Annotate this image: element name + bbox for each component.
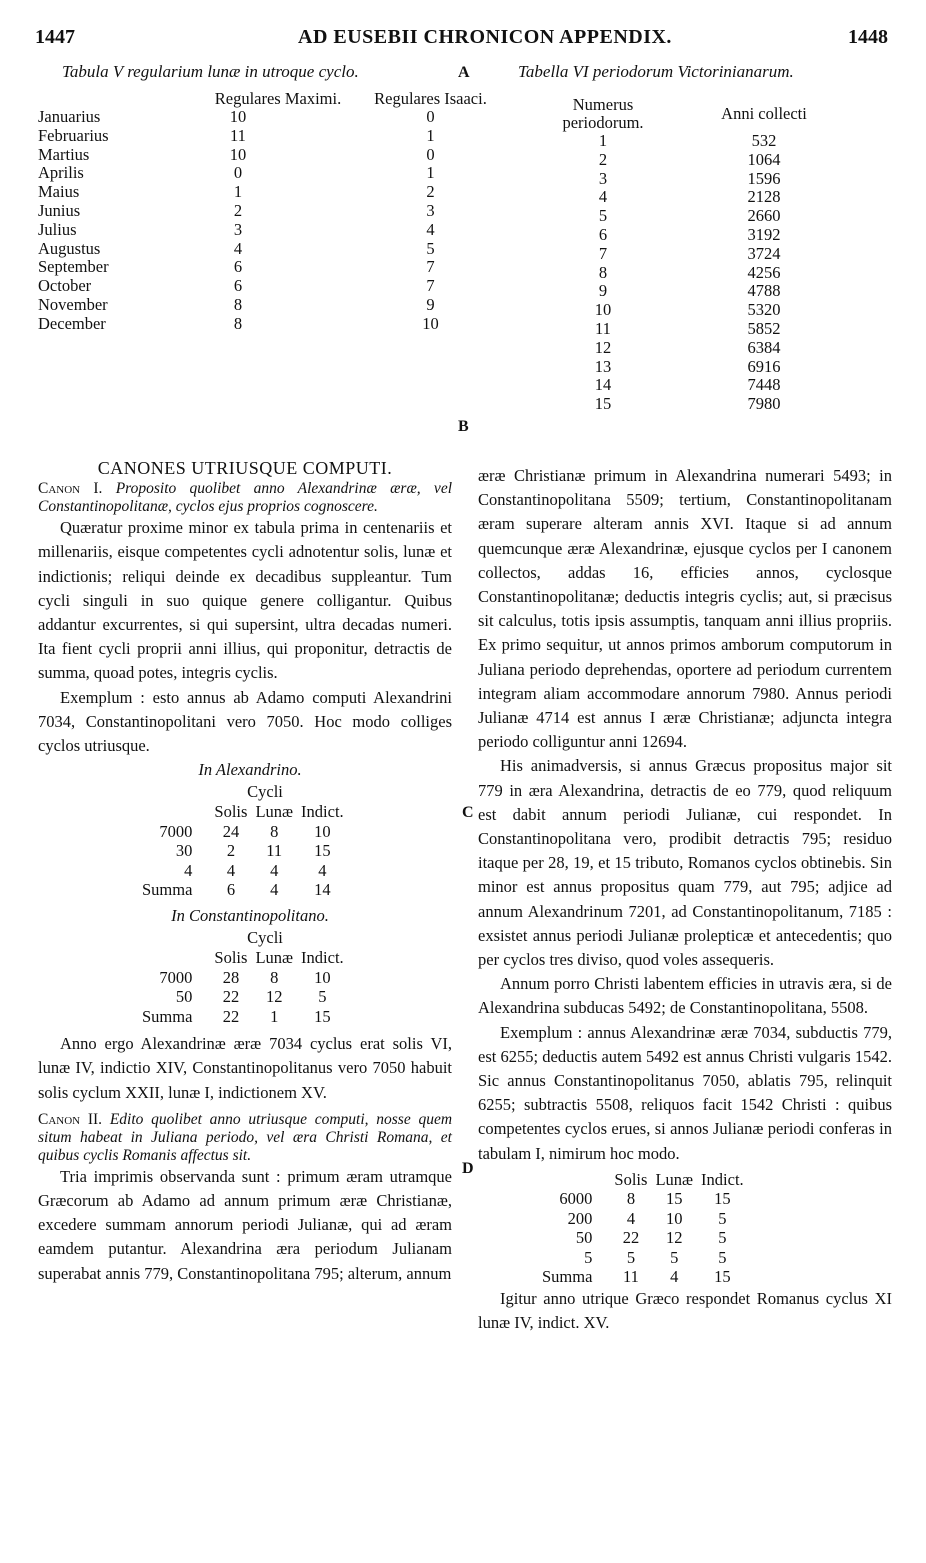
table5-row	[38, 296, 493, 315]
example-1-row-label: Summa	[142, 880, 193, 900]
right-paragraph-1: æræ Christianæ primum in Alexandrina numerari 5493; in Constantinopolitana 5509; tertium, Constantinopolitanam æram superare alteram annis XVI. Itaque si ad annum quemcunque æræ Alexandrinæ, ejusque cyclos per I canonem collectos, addas 16, efficies annos, cyclosque Constantinopolitanæ; deductis integris cyclis; aut, si præcisus sit calculus, totis ipsis assumptis, tanquam anni illius propriis. Ex primo sequitur, ut annos primos amborum computorum in Juliana periodo deprehendas, oportere ad periodum currentem integram aliam accommodare annorum 7980. Annus periodi Julianæ 4714 est annus I æræ Christianæ; adjuncta integra periodo colliguntur anni 12694.	[478, 466, 892, 752]
period-number-cell: 5	[598, 206, 608, 226]
example-1-cell: 14	[314, 880, 331, 900]
table5	[38, 90, 493, 334]
example-2-cell: 8	[270, 967, 279, 987]
period-number-cell: 2	[598, 149, 608, 169]
example-2-row	[138, 1007, 348, 1027]
example-3-cell: 10	[666, 1208, 683, 1228]
example-3-row	[538, 1209, 748, 1229]
years-collected-cell: 3192	[747, 224, 781, 244]
example-1-cell: 15	[314, 841, 331, 861]
regular-isaaci-cell: 1	[426, 163, 435, 183]
table5-caption: Tabula V regularium lunæ in utroque cyclo.	[62, 62, 359, 81]
example-1-cell: 8	[270, 821, 279, 841]
right-column	[478, 464, 892, 1335]
canon-2-paragraph-1: Tria imprimis observanda sunt : primum æram utramque Græcorum ab Adamo ad annum primum æræ Christianæ, excedere summam annorum periodi Julianæ, qui ad æram eamdem putantur. Alexandrina æra periodum Julianam superabat annis 779, Constantinopolitana 795; alterum, annum	[38, 1166, 452, 1283]
regular-isaaci-cell: 0	[426, 107, 435, 126]
regular-isaaci-cell: 10	[422, 313, 439, 333]
example-3-row	[538, 1248, 748, 1268]
example-1-cell: 4	[226, 860, 236, 880]
example-2-cell: 15	[314, 1006, 331, 1026]
regular-maximi-cell: 1	[233, 182, 243, 202]
table5-row	[38, 315, 493, 334]
example-1-cell: 24	[222, 821, 240, 841]
example-2-column-header: Solis	[214, 948, 248, 968]
years-collected-cell: 532	[751, 131, 777, 150]
example-3-cell: 5	[670, 1247, 679, 1267]
regular-maximi-cell: 8	[233, 313, 243, 333]
month-cell: Martius	[38, 144, 90, 164]
margin-letter-d: D	[462, 1160, 474, 1177]
table5-row	[38, 240, 493, 259]
example-2-corner	[138, 948, 210, 968]
regular-maximi-cell: 10	[229, 144, 247, 164]
example-1-row	[138, 822, 348, 842]
years-collected-cell: 6916	[747, 356, 781, 376]
right-paragraph-5: Igitur anno utrique Græco respondet Romanus cyclus XI lunæ IV, indict. XV.	[478, 1288, 892, 1333]
example-1-row	[138, 861, 348, 881]
example-3-cell: 5	[718, 1208, 727, 1228]
table6-row	[548, 395, 830, 414]
example-3-header-row	[538, 1170, 748, 1190]
regular-isaaci-cell: 5	[426, 238, 435, 258]
example-3-row-label: 6000	[559, 1189, 593, 1209]
regular-isaaci-cell: 7	[426, 276, 435, 296]
years-collected-cell: 4788	[747, 281, 781, 301]
table5-row	[38, 108, 493, 127]
regular-isaaci-cell: 0	[426, 144, 435, 164]
example-3-column-header: Solis	[614, 1169, 648, 1189]
years-collected-cell: 6384	[747, 337, 781, 357]
table6-row	[548, 226, 830, 245]
month-cell: Januarius	[38, 107, 101, 126]
period-number-cell: 10	[594, 300, 612, 320]
example-2-cell: 22	[222, 1006, 240, 1026]
month-cell: Aprilis	[38, 163, 84, 183]
regular-isaaci-cell: 3	[426, 200, 435, 220]
regular-isaaci-cell: 2	[426, 182, 435, 202]
month-cell: Februarius	[38, 125, 109, 145]
period-number-cell: 13	[594, 356, 612, 376]
regular-isaaci-cell: 9	[426, 294, 435, 314]
example-2-cycli: Cycli	[247, 928, 283, 948]
period-number-cell: 14	[594, 375, 612, 395]
years-collected-cell: 2660	[747, 206, 781, 226]
period-number-cell: 12	[594, 337, 612, 357]
years-collected-cell: 3724	[747, 243, 781, 263]
example-1-cell: 4	[270, 860, 279, 880]
example-1-row-label: 7000	[159, 821, 193, 841]
canon-1-paragraph-1: Quæratur proxime minor ex tabula prima in centenariis et millenariis, eisque competentes cycli adnotentur solis, lunæ et indictionis; reliqui deinde ex decadibus suppleantur. Tum cycli singuli in suo quique genere colligantur. Quibus addantur excurrentes, si qui supersint, ultra decadas numeri. Ita fient cycli proprii anni illius, qui proponitur, detractis de summa, quoad potes, integris cyclis.	[38, 518, 452, 683]
left-column	[38, 456, 452, 1286]
period-number-cell: 1	[598, 131, 608, 150]
table5-col2-header: Regulares Isaaci.	[374, 89, 487, 108]
years-collected-cell: 1064	[747, 149, 781, 169]
month-cell: Maius	[38, 182, 80, 202]
canon-1-paragraph-3: Anno ergo Alexandrinæ æræ 7034 cyclus erat solis VI, lunæ IV, indictio XIV, Constantinopolitanus vero 7050 habuit solis cyclum XXII, lunæ I, indictionem XV.	[38, 1034, 452, 1102]
example-3-column-header: Lunæ	[655, 1169, 694, 1189]
canon-1-paragraph-2: Exemplum : esto annus ab Adamo computi Alexandrini 7034, Constantinopolitani vero 7050. Hoc modo colliges cyclos utriusque.	[38, 687, 452, 756]
example-1-column-header: Indict.	[301, 802, 344, 822]
example-3-cell: 12	[666, 1228, 683, 1248]
example-1-cell: 11	[266, 841, 283, 861]
years-collected-cell: 5320	[747, 300, 781, 320]
regular-maximi-cell: 2	[233, 200, 243, 220]
table6-row	[548, 301, 830, 320]
years-collected-cell: 5852	[747, 318, 781, 338]
example-1-row	[138, 880, 348, 900]
table5-col1-header: Regulares Maximi.	[214, 89, 342, 108]
regular-isaaci-cell: 7	[426, 257, 435, 277]
regular-isaaci-cell: 1	[426, 125, 435, 145]
example-1-column-header: Lunæ	[255, 802, 294, 822]
page-number-right: 1448	[848, 26, 888, 48]
regular-maximi-cell: 10	[229, 107, 247, 126]
table6-col2-header: Anni collecti	[721, 104, 807, 123]
example-2-cell: 5	[318, 987, 327, 1007]
example-3-cell: 8	[626, 1189, 636, 1209]
table6-caption: Tabella VI periodorum Victorinianarum.	[518, 62, 794, 81]
years-collected-cell: 7980	[747, 394, 781, 414]
regular-maximi-cell: 11	[230, 125, 246, 145]
example-2-cell: 10	[314, 967, 331, 987]
canons-heading: CANONES UTRIUSQUE COMPUTI.	[97, 458, 393, 478]
example-1-table	[138, 802, 348, 900]
regular-maximi-cell: 6	[233, 276, 243, 296]
canon-2-heading	[38, 1111, 452, 1165]
month-cell: Augustus	[38, 238, 101, 258]
example-3-row-label: Summa	[542, 1267, 593, 1287]
regular-isaaci-cell: 4	[426, 219, 435, 239]
example-3-cell: 15	[714, 1267, 731, 1287]
example-1-cell: 4	[318, 860, 327, 880]
table6-row	[548, 264, 830, 283]
margin-letter-c: C	[462, 804, 474, 821]
period-number-cell: 6	[598, 224, 608, 244]
example-3-row-label: 200	[567, 1208, 593, 1228]
example-1-cell: 4	[270, 880, 279, 900]
example-2-title: In Constantinopolitano.	[171, 905, 329, 925]
table6-row	[548, 188, 830, 207]
table5-row	[38, 127, 493, 146]
table5-row	[38, 146, 493, 165]
table6-row	[548, 320, 830, 339]
example-1-cell: 10	[314, 821, 331, 841]
example-2-row	[138, 968, 348, 988]
example-3-corner	[538, 1170, 610, 1190]
table6-row	[548, 170, 830, 189]
table6	[548, 96, 830, 414]
period-number-cell: 3	[598, 168, 608, 188]
margin-letter-b: B	[458, 418, 469, 435]
canon-1-heading	[38, 480, 452, 516]
table5-row	[38, 221, 493, 240]
example-1-row-label: 30	[175, 841, 193, 861]
table6-row	[548, 245, 830, 264]
example-3-cell: 5	[718, 1228, 727, 1248]
example-3-column-header: Indict.	[701, 1169, 744, 1189]
period-number-cell: 9	[598, 281, 608, 301]
years-collected-cell: 2128	[747, 187, 781, 207]
example-3-cell: 4	[670, 1267, 679, 1287]
month-cell: Julius	[38, 219, 77, 239]
table6-row	[548, 358, 830, 377]
regular-maximi-cell: 8	[233, 294, 243, 314]
canon-2-title: Edito quolibet anno utriusque computi, nosse quem situm habeat in Juliana periodo, vel æra Christi Romana, et quibus cyclis Romanis affectus sit.	[38, 1110, 453, 1164]
right-paragraph-3: Annum porro Christi labentem efficies in utravis æra, si de Alexandrina subducas 5492; de Constantinopolitana, 5508.	[478, 974, 892, 1018]
table5-row	[38, 202, 493, 221]
example-1-row	[138, 841, 348, 861]
period-number-cell: 15	[594, 394, 612, 414]
example-2-header-row	[138, 948, 348, 968]
month-cell: September	[38, 257, 109, 277]
example-2-column-header: Lunæ	[255, 948, 294, 968]
years-collected-cell: 4256	[747, 262, 781, 282]
regular-maximi-cell: 4	[233, 238, 243, 258]
month-cell: November	[38, 294, 108, 314]
table6-row	[548, 132, 830, 151]
margin-letter-a: A	[458, 64, 470, 81]
example-1-cell: 6	[226, 880, 236, 900]
example-1-row-label: 4	[184, 860, 193, 880]
canon-1-title: Proposito quolibet anno Alexandrinæ æræ, vel Constantinopolitanæ, cyclos ejus proprios cognoscere.	[38, 480, 453, 516]
example-1-cycli: Cycli	[247, 782, 283, 802]
period-number-cell: 7	[598, 243, 608, 263]
example-2-table	[138, 948, 348, 1026]
example-1-corner	[138, 802, 210, 822]
example-3-cell: 22	[622, 1228, 640, 1248]
canon-1-label: Canon I.	[38, 480, 103, 498]
example-3-row	[538, 1189, 748, 1209]
table5-row	[38, 258, 493, 277]
example-1-title: In Alexandrino.	[198, 760, 302, 780]
example-1-column-header: Solis	[214, 802, 248, 822]
period-number-cell: 4	[598, 187, 608, 207]
month-cell: Junius	[38, 200, 81, 220]
example-1-cell: 2	[226, 841, 236, 861]
years-collected-cell: 1596	[747, 168, 781, 188]
right-paragraph-4: Exemplum : annus Alexandrinæ æræ 7034, subductis 779, est 6255; deductis autem 5492 est annus Christi vulgaris 1542. Sic annus Constantinopolitanus 7050, ablatis 795, relinquit 6255; subtractis 5508, reliquos facit 1542 Christi : quibus competentes cyclos erues, si annos Julianæ periodi conferas in tabulam I, nimirum hoc modo.	[478, 1022, 892, 1163]
example-2-cell: 12	[266, 987, 283, 1007]
regular-maximi-cell: 0	[233, 163, 243, 183]
canon-2-label: Canon II.	[38, 1110, 103, 1128]
example-2-cell: 22	[222, 987, 240, 1007]
month-cell: October	[38, 276, 92, 296]
example-3-cell: 15	[666, 1189, 683, 1209]
table5-row	[38, 183, 493, 202]
table6-row	[548, 339, 830, 358]
table6-row	[548, 207, 830, 226]
example-2-cell: 28	[222, 967, 240, 987]
example-3-row-label: 50	[575, 1228, 593, 1248]
example-3-row-label: 5	[584, 1247, 593, 1267]
running-title: AD EUSEBII CHRONICON APPENDIX.	[298, 26, 672, 48]
table6-row	[548, 376, 830, 395]
example-3-cell: 11	[622, 1267, 639, 1287]
example-3-table	[538, 1170, 748, 1287]
example-2-cell: 1	[270, 1006, 279, 1026]
month-cell: December	[38, 313, 106, 333]
example-1-header-row	[138, 802, 348, 822]
example-3-cell: 5	[718, 1247, 727, 1267]
example-3-cell: 5	[626, 1247, 636, 1267]
table6-row	[548, 151, 830, 170]
years-collected-cell: 7448	[747, 375, 781, 395]
table6-col1-header: Numerus periodorum.	[562, 95, 644, 132]
example-2-row-label: 50	[175, 987, 193, 1007]
table5-row	[38, 164, 493, 183]
page-number-left: 1447	[35, 26, 75, 48]
example-2-row	[138, 987, 348, 1007]
right-paragraph-2: His animadversis, si annus Græcus propositus major sit 779 in æra Alexandrina, detractis de eo 779, quod reliquum est dabit annum periodi Julianæ, cui respondet. In Constantinopolitana vero, prodibit detractis 795; residuo itaque per 28, 19, et 15 tributo, Romanos cyclos obtinebis. Sin minor est annus propositus quam 779, aut 795; adjice ad annum Alexandrinum 7201, ad Constantinopolitanum, 7185 : exsistet annus periodi Julianæ prolepticæ et antecedentis; quo per cyclos tres diviso, quod voles assequeris.	[478, 756, 892, 970]
table5-row	[38, 277, 493, 296]
table6-row	[548, 282, 830, 301]
example-3-row	[538, 1228, 748, 1248]
example-3-cell: 4	[626, 1208, 636, 1228]
period-number-cell: 11	[595, 318, 611, 338]
example-3-row	[538, 1267, 748, 1287]
example-3-cell: 15	[714, 1189, 731, 1209]
example-2-column-header: Indict.	[301, 948, 344, 968]
example-2-row-label: 7000	[159, 967, 193, 987]
example-2-row-label: Summa	[142, 1006, 193, 1026]
regular-maximi-cell: 3	[233, 219, 243, 239]
running-header	[0, 26, 926, 56]
period-number-cell: 8	[598, 262, 608, 282]
regular-maximi-cell: 6	[233, 257, 243, 277]
